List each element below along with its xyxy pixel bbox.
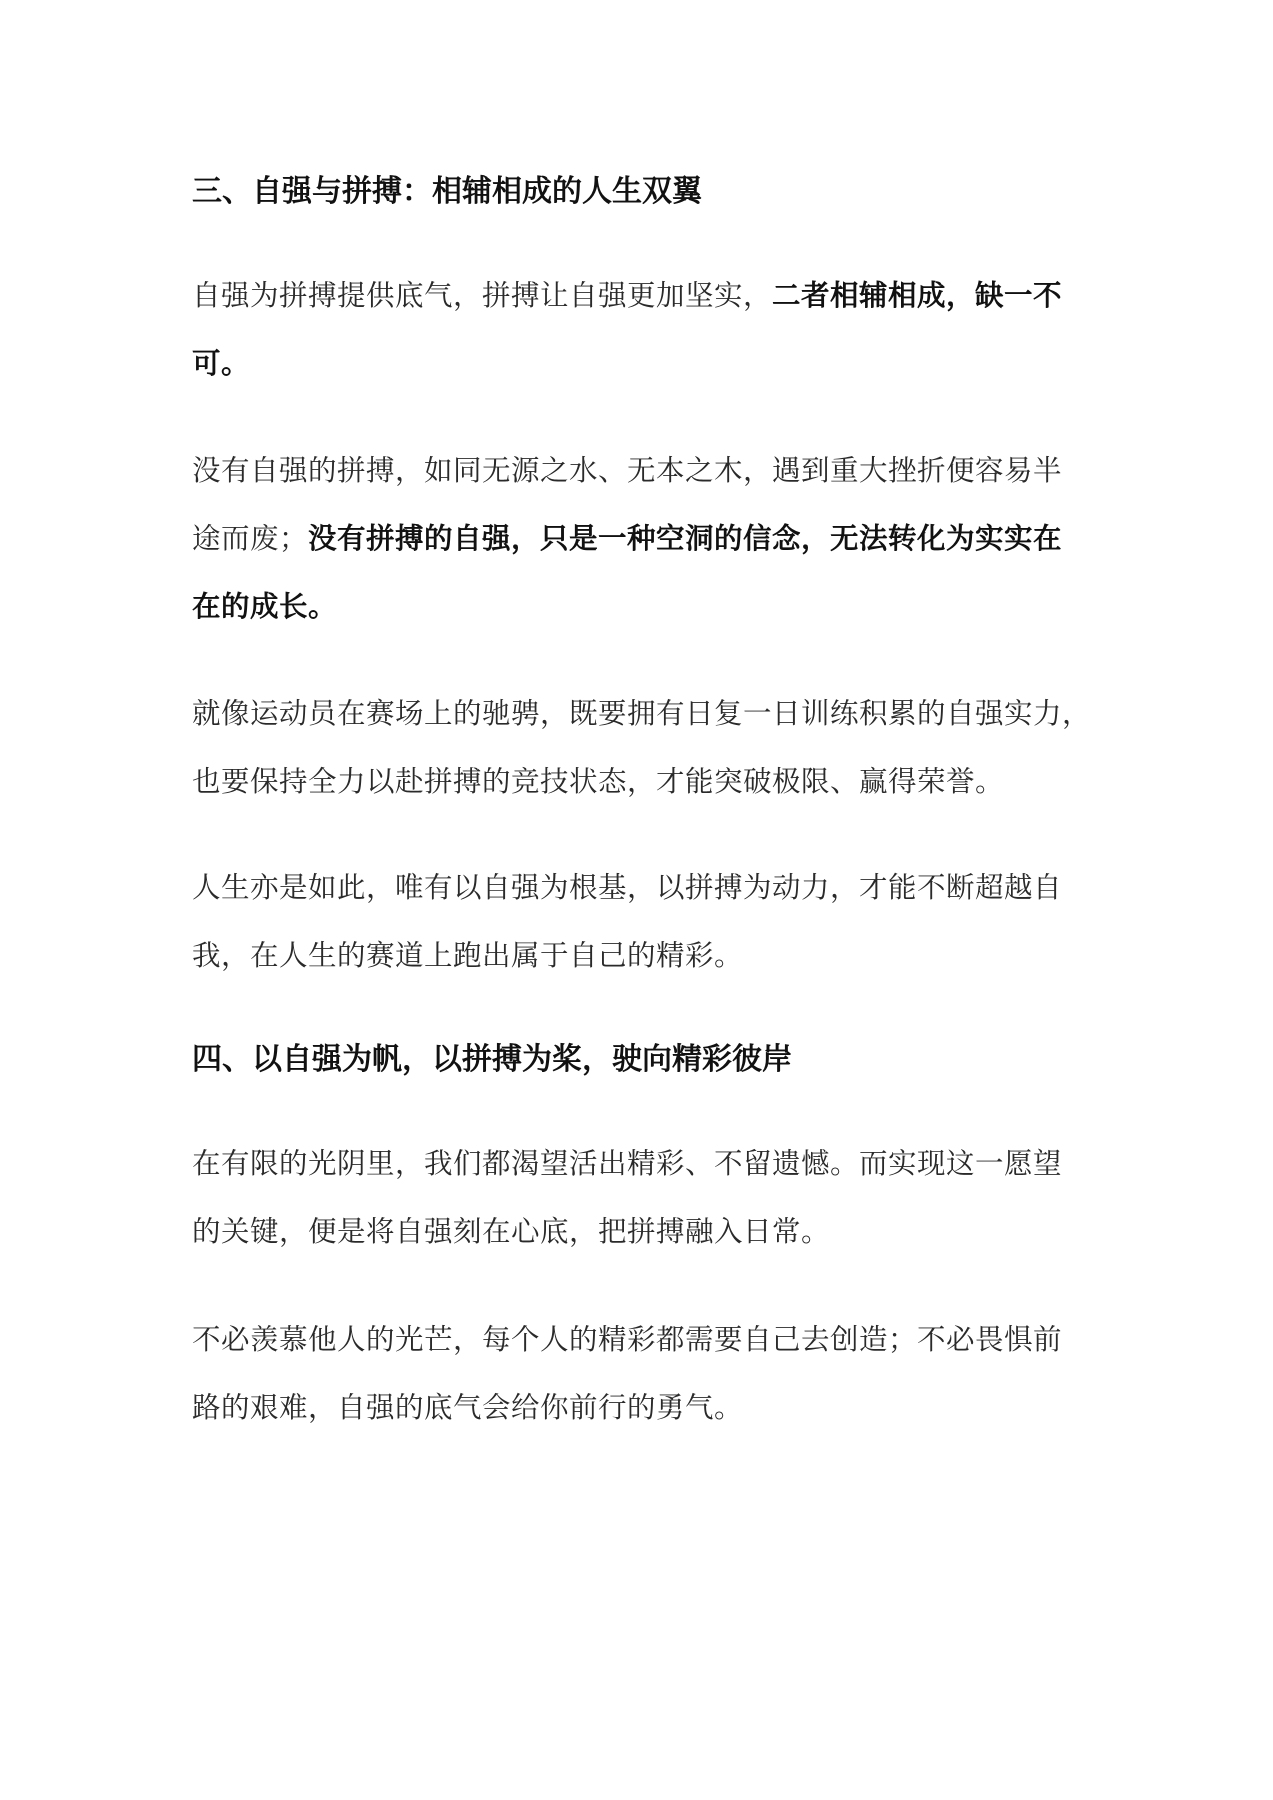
paragraph-line <box>192 505 1097 573</box>
paragraph-text: 自强为拼搏提供底气，拼搏让自强更加坚实， <box>192 279 773 312</box>
paragraph-line: 不必羡慕他人的光芒，每个人的精彩都需要自己去创造；不必畏惧前 <box>192 1323 1063 1356</box>
section-heading: 三、自强与拼搏：相辅相成的人生双翼 <box>192 174 702 209</box>
bold-text: 二者相辅相成，缺一不 <box>772 279 1063 312</box>
paragraph-line: 在有限的光阴里，我们都渴望活出精彩、不留遗憾。而实现这一愿望 <box>192 1147 1063 1180</box>
paragraph-line: 我，在人生的赛道上跑出属于自己的精彩。 <box>192 939 744 972</box>
paragraph <box>192 437 1097 641</box>
paragraph-text: 途而废； <box>192 522 309 555</box>
bold-text: 没有拼搏的自强，只是一种空洞的信念，无法转化为实实在 <box>308 522 1063 555</box>
paragraph-line: 没有自强的拼搏，如同无源之水、无本之木，遇到重大挫折便容易半 <box>192 454 1063 487</box>
paragraph <box>192 1130 1097 1266</box>
paragraph <box>192 854 1097 990</box>
bold-text: 可。 <box>192 347 251 380</box>
paragraph-line: 也要保持全力以赴拼搏的竞技状态，才能突破极限、赢得荣誉。 <box>192 765 1005 798</box>
bold-text: 在的成长。 <box>192 590 338 623</box>
paragraph-line <box>192 262 1097 330</box>
paragraph <box>192 680 1097 816</box>
paragraph <box>192 262 1097 398</box>
paragraph-line: 路的艰难，自强的底气会给你前行的勇气。 <box>192 1391 744 1424</box>
paragraph-line: 就像运动员在赛场上的驰骋，既要拥有日复一日训练积累的自强实力， <box>192 697 1092 730</box>
paragraph-line: 人生亦是如此，唯有以自强为根基，以拼搏为动力，才能不断超越自 <box>192 871 1063 904</box>
paragraph-line: 的关键，便是将自强刻在心底，把拼搏融入日常。 <box>192 1215 831 1248</box>
paragraph <box>192 1306 1097 1442</box>
section-heading: 四、以自强为帆，以拼搏为桨，驶向精彩彼岸 <box>192 1042 792 1077</box>
